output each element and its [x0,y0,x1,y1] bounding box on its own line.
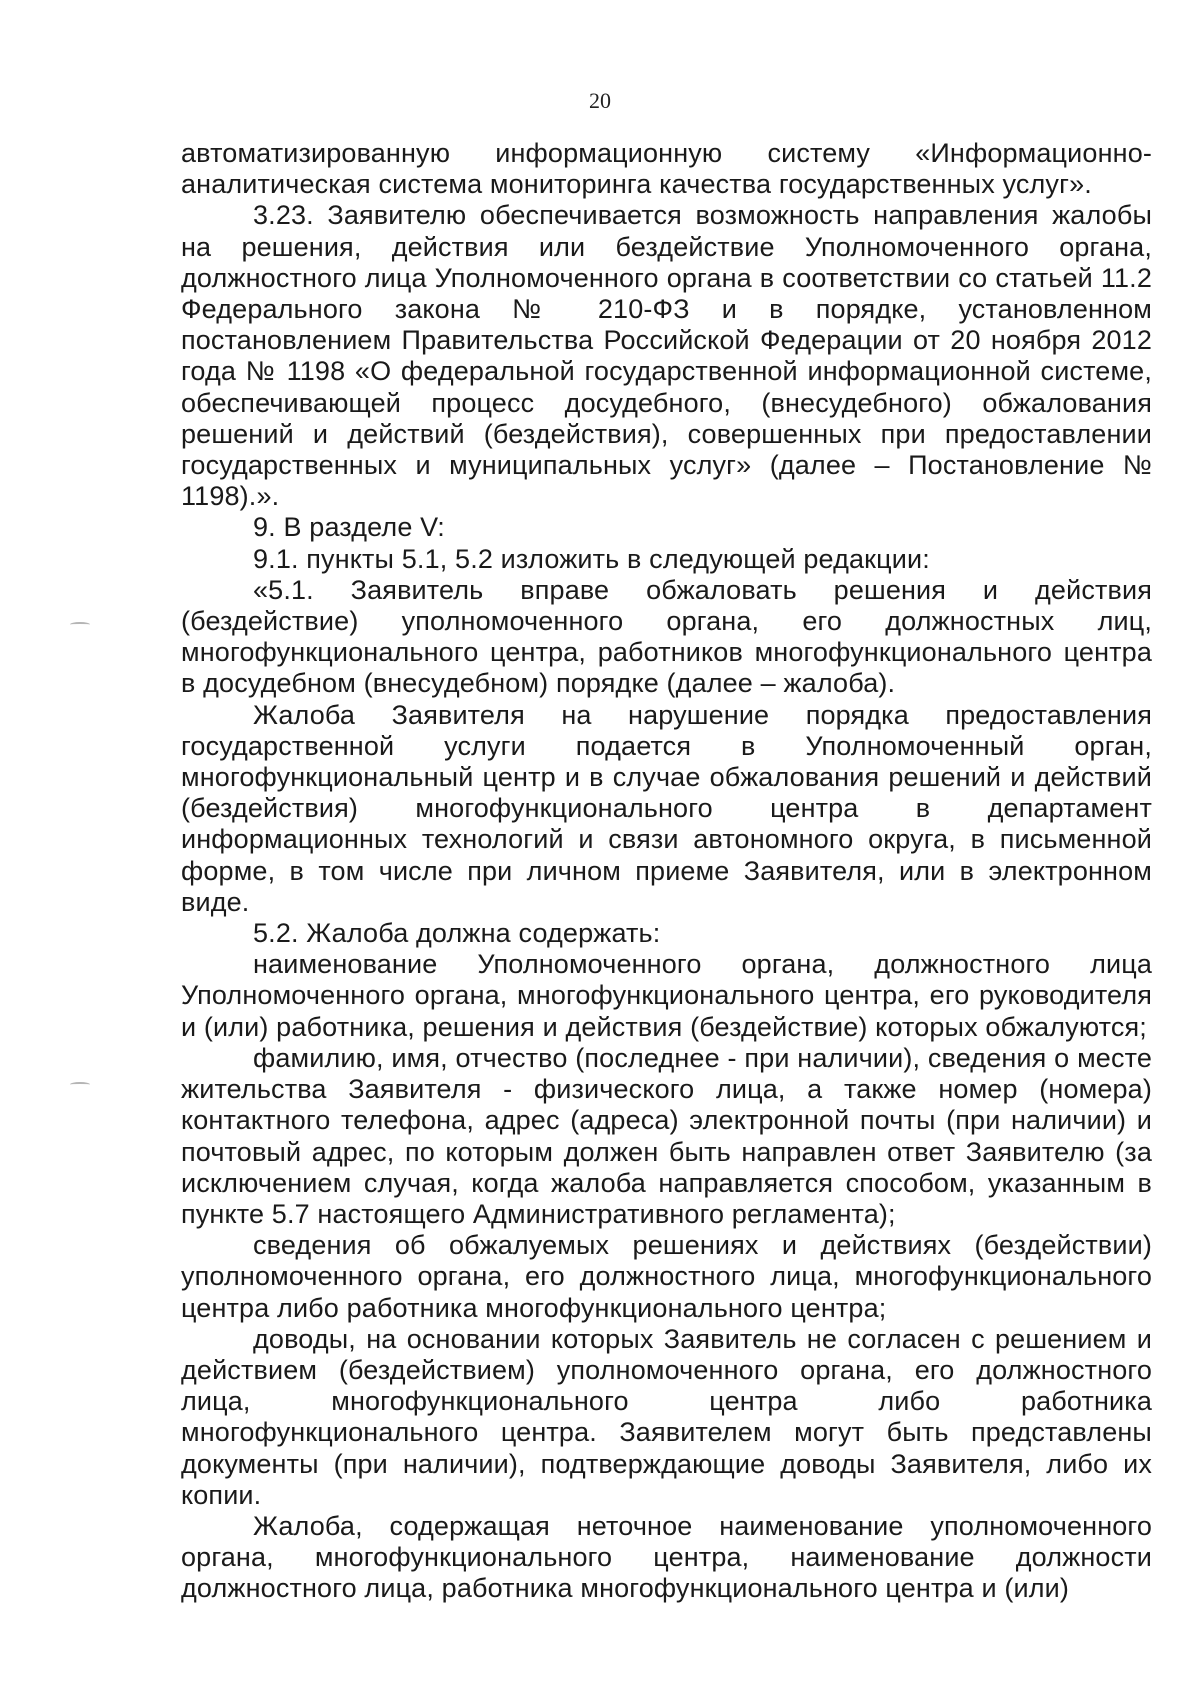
paragraph: сведения об обжалуемых решениях и действиях (бездействии) уполномоченного органа, его должностного лица, многофункционального центра либо работника многофункционального центра; [181,1230,1152,1323]
scan-mark [70,622,90,627]
page-number: 20 [589,88,611,113]
paragraph: автоматизированную информационную систему «Информационно-аналитическая система мониторинга качества государственных услуг». [181,138,1152,200]
paragraph: «5.1. Заявитель вправе обжаловать решения и действия (бездействие) уполномоченного органа, его должностных лиц, многофункционального центра, работников многофункционального центра в досудебном (внесудебном) порядке (далее – жалоба). [181,574,1152,699]
paragraph: 5.2. Жалоба должна содержать: [253,918,661,949]
paragraph: 3.23. Заявителю обеспечивается возможность направления жалобы на решения, действия или бездействие Уполномоченного органа, должностного лица Уполномоченного органа в соответствии со статьей 11.2 Федерального закона № 210-ФЗ и в порядке, установленном постановлением Правительства Российской Федерации от 20 ноября 2012 года № 1198 «О федеральной государственной информационной системе, обеспечивающей процесс досудебного, (внесудебного) обжалования решений и действий (бездействия), совершенных при предоставлении государственных и муниципальных услуг» (далее – Постановление № 1198).». [181,200,1152,512]
paragraph: доводы, на основании которых Заявитель не согласен с решением и действием (бездействием) уполномоченного органа, его должностного лица, многофункционального центра либо работника многофункционального центра. Заявителем могут быть представлены документы (при наличии), подтверждающие доводы Заявителя, либо их копии. [181,1323,1152,1510]
paragraph: Жалоба Заявителя на нарушение порядка предоставления государственной услуги подается в Уполномоченный орган, многофункциональный центр и в случае обжалования решений и действий (бездействия) многофункционального центра в департамент информационных технологий и связи автономного округа, в письменной форме, в том числе при личном приеме Заявителя, или в электронном виде. [181,699,1152,917]
paragraph: 9. В разделе V: [253,512,445,543]
document-body [181,138,1152,1605]
paragraph: 9.1. пункты 5.1, 5.2 изложить в следующей редакции: [253,543,930,574]
paragraph: Жалоба, содержащая неточное наименование уполномоченного органа, многофункционального центра, наименование должности должностного лица, работника многофункционального центра и (или) [181,1510,1152,1604]
paragraph: наименование Уполномоченного органа, должностного лица Уполномоченного органа, многофункционального центра, его руководителя и (или) работника, решения и действия (бездействие) которых обжалуются; [181,949,1152,1042]
scan-mark [70,1082,90,1087]
paragraph: фамилию, имя, отчество (последнее - при наличии), сведения о месте жительства Заявителя - физического лица, а также номер (номера) контактного телефона, адрес (адреса) электронной почты (при наличии) и почтовый адрес, по которым должен быть направлен ответ Заявителю (за исключением случая, когда жалоба направляется способом, указанным в пункте 5.7 настоящего Административного регламента); [181,1042,1152,1229]
